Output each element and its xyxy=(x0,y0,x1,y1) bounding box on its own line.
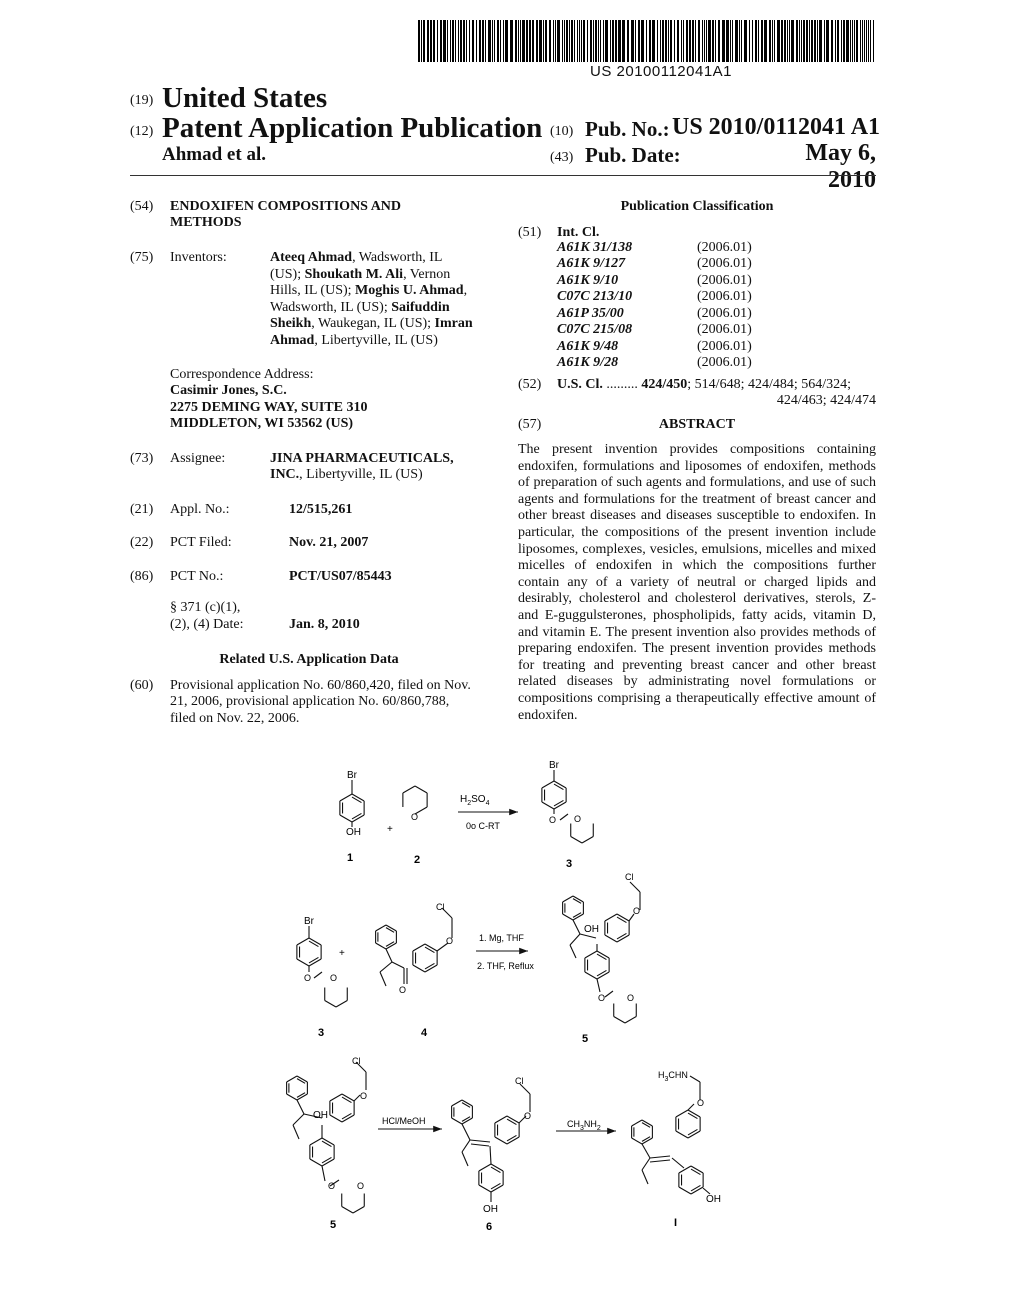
us-cl-line-2: 424/463; 424/474 xyxy=(776,393,876,408)
int-cl-row: A61K 9/127 xyxy=(557,256,626,271)
compound-label-2: 2 xyxy=(414,854,421,866)
compound-label-1: 1 xyxy=(347,852,354,864)
int-cl-date: (2006.01) xyxy=(697,273,752,288)
methylamino-label: $H_3CHN$ xyxy=(658,1070,688,1083)
chloro-label: Cl xyxy=(515,1076,524,1086)
compound-label-5: 5 xyxy=(330,1219,337,1231)
code-60: (60) xyxy=(130,678,154,693)
inventors-line-3: Hills, IL (US); Moghis U. Ahmad, xyxy=(270,283,468,298)
ring-oxygen-label: O xyxy=(330,973,338,983)
code-86: (86) xyxy=(130,569,154,584)
int-cl-date: (2006.01) xyxy=(697,322,752,337)
correspondence-line-2: 2275 DEMING WAY, SUITE 310 xyxy=(170,400,368,415)
inventors-line-4: Wadsworth, IL (US); Saifuddin xyxy=(270,300,450,315)
related-data-title: Related U.S. Application Data xyxy=(219,652,399,667)
oxygen-label: O xyxy=(524,1111,532,1121)
title-line-2: METHODS xyxy=(170,215,242,230)
inventors-line-2: (US); Shoukath M. Ali, Vernon xyxy=(270,267,451,282)
pub-no-label: Pub. No.: xyxy=(585,117,670,141)
reaction-scheme xyxy=(0,740,1020,1300)
int-cl-row: C07C 213/10 xyxy=(557,289,633,304)
abstract-title: ABSTRACT xyxy=(658,417,736,432)
pct-filed-label: PCT Filed: xyxy=(170,535,232,550)
correspondence-label: Correspondence Address: xyxy=(170,367,314,382)
assignee-line-1: JINA PHARMACEUTICALS, xyxy=(270,451,454,466)
hydroxy-label: OH xyxy=(584,924,599,935)
condition-temp: 0o C-RT xyxy=(466,821,500,831)
code-52: (52) xyxy=(518,377,542,392)
pub-date: May 6, 2010 xyxy=(805,140,876,193)
int-cl-date: (2006.01) xyxy=(697,355,752,370)
oxygen-label: O xyxy=(328,1181,336,1191)
document-type: Patent Application Publication xyxy=(162,112,543,144)
bromo-label: Br xyxy=(347,770,357,781)
header-divider xyxy=(130,175,876,176)
code-57: (57) xyxy=(518,417,542,432)
us-cl-line-1: U.S. Cl. ......... 424/450; 514/648; 424/484; 564/324; xyxy=(557,377,852,392)
compound-label-4: 4 xyxy=(421,1027,428,1039)
int-cl-row: A61K 9/10 xyxy=(557,273,619,288)
hydroxy-label: OH xyxy=(483,1204,498,1215)
bromo-label: Br xyxy=(549,760,559,771)
chloro-label: Cl xyxy=(625,872,634,882)
carbonyl-oxygen-label: O xyxy=(399,985,407,995)
compound-label-3: 3 xyxy=(318,1027,325,1039)
reagent-hcl-meoh: HCl/MeOH xyxy=(382,1116,426,1126)
s371-line-1: § 371 (c)(1), xyxy=(170,600,241,615)
abstract-text: The present invention provides compositions containing endoxifen, formulations and liposomes of endoxifen, methods of preparation of such agents and formulations, and use of such agents and formulations for the treatment of breast cancer and other breast diseases and diseases susceptible to endoxifen. In particular, the compositions of the present invention include liposomes, complexes, vesicles, emulsions, micelles and mixed micelles of endoxifen in which the compositions further contain any of a variety of neutral or charged lipids and desirably, cholesterol and cholesterol derivatives, sterols, Z- and E-guggulsterones, phospholipids, fatty acids, vitamin D, and vitamin E. The present invention also provides methods of preparing endoxifen. The present invention provides methods for treating and preventing breast cancer and other breast related diseases by administrating novel formulations or compositions comprising a therapeutically effective amount of endoxifen. xyxy=(518,442,876,723)
assignee-line-2: INC., Libertyville, IL (US) xyxy=(270,467,423,482)
int-cl-row: A61K 9/48 xyxy=(557,339,619,354)
int-cl-date: (2006.01) xyxy=(697,339,752,354)
int-cl-label: Int. Cl. xyxy=(557,225,600,240)
pct-no-label: PCT No.: xyxy=(170,569,224,584)
code-10: (10) xyxy=(550,124,574,139)
s371-line-2: (2), (4) Date: xyxy=(170,617,244,632)
ring-oxygen-label: O xyxy=(411,812,419,822)
compound-label-I: I xyxy=(674,1217,678,1229)
appl-no-label: Appl. No.: xyxy=(170,502,230,517)
pct-filed-date: Nov. 21, 2007 xyxy=(289,535,369,550)
code-43: (43) xyxy=(550,150,574,165)
chloro-label: Cl xyxy=(352,1056,361,1066)
authors: Ahmad et al. xyxy=(162,144,266,165)
pub-classification-title: Publication Classification xyxy=(620,199,774,214)
oxygen-label: O xyxy=(697,1098,705,1108)
oxygen-label: O xyxy=(549,815,557,825)
hydroxy-label: OH xyxy=(346,827,361,838)
barcode-number: US 20100112041A1 xyxy=(590,63,733,80)
inventors-line-5: Sheikh, Waukegan, IL (US); Imran xyxy=(270,316,473,331)
pub-no: US 2010/0112041 A1 xyxy=(672,114,881,140)
plus-sign: + xyxy=(339,948,345,959)
int-cl-row: A61P 35/00 xyxy=(557,306,624,321)
bromo-label: Br xyxy=(304,916,314,927)
int-cl-date: (2006.01) xyxy=(697,256,752,271)
int-cl-date: (2006.01) xyxy=(697,289,752,304)
code-54: (54) xyxy=(130,199,154,214)
reagent-h2so4: $H_2SO_4$ xyxy=(460,794,490,807)
code-12: (12) xyxy=(130,124,154,139)
code-73: (73) xyxy=(130,451,154,466)
int-cl-date: (2006.01) xyxy=(697,306,752,321)
provisional-line-1: Provisional application No. 60/860,420, filed on Nov. xyxy=(170,678,471,693)
code-75: (75) xyxy=(130,250,154,265)
country-title: United States xyxy=(162,82,328,114)
int-cl-row: A61K 31/138 xyxy=(557,240,633,255)
oxygen-label: O xyxy=(598,993,606,1003)
correspondence-line-3: MIDDLETON, WI 53562 (US) xyxy=(170,416,354,431)
code-19: (19) xyxy=(130,93,154,108)
hydroxy-label: OH xyxy=(706,1194,721,1205)
pub-date-label: Pub. Date: xyxy=(585,143,681,167)
barcode xyxy=(418,20,874,62)
pct-no: PCT/US07/85443 xyxy=(289,569,392,584)
provisional-line-2: 21, 2006, provisional application No. 60/860,788, xyxy=(170,694,450,709)
ring-oxygen-label: O xyxy=(574,814,582,824)
step-thf-reflux: 2. THF, Reflux xyxy=(477,961,534,971)
compound-label-5: 5 xyxy=(582,1033,589,1045)
oxygen-label: O xyxy=(446,936,454,946)
provisional-line-3: filed on Nov. 22, 2006. xyxy=(170,711,300,726)
appl-no: 12/515,261 xyxy=(289,502,353,517)
plus-sign: + xyxy=(387,824,393,835)
code-21: (21) xyxy=(130,502,154,517)
int-cl-date: (2006.01) xyxy=(697,240,752,255)
inventors-line-1: Ateeq Ahmad, Wadsworth, IL xyxy=(270,250,443,265)
ring-oxygen-label: O xyxy=(357,1181,365,1191)
hydroxy-label: OH xyxy=(313,1110,328,1121)
inventors-label: Inventors: xyxy=(170,250,227,265)
s371-date: Jan. 8, 2010 xyxy=(289,617,360,632)
oxygen-label: O xyxy=(633,906,641,916)
oxygen-label: O xyxy=(360,1091,368,1101)
title-line-1: ENDOXIFEN COMPOSITIONS AND xyxy=(170,199,402,214)
code-51: (51) xyxy=(518,225,542,240)
reagent-methylamine: $CH_3NH_2$ xyxy=(567,1119,601,1132)
code-22: (22) xyxy=(130,535,154,550)
step-mg-thf: 1. Mg, THF xyxy=(479,933,524,943)
int-cl-row: C07C 215/08 xyxy=(557,322,633,337)
assignee-label: Assignee: xyxy=(170,451,226,466)
ring-oxygen-label: O xyxy=(627,993,635,1003)
compound-label-3: 3 xyxy=(566,858,573,870)
chloro-label: Cl xyxy=(436,902,445,912)
compound-label-6: 6 xyxy=(486,1221,493,1233)
inventors-line-6: Ahmad, Libertyville, IL (US) xyxy=(270,333,438,348)
int-cl-row: A61K 9/28 xyxy=(557,355,619,370)
correspondence-line-1: Casimir Jones, S.C. xyxy=(170,383,287,398)
oxygen-label: O xyxy=(304,973,312,983)
